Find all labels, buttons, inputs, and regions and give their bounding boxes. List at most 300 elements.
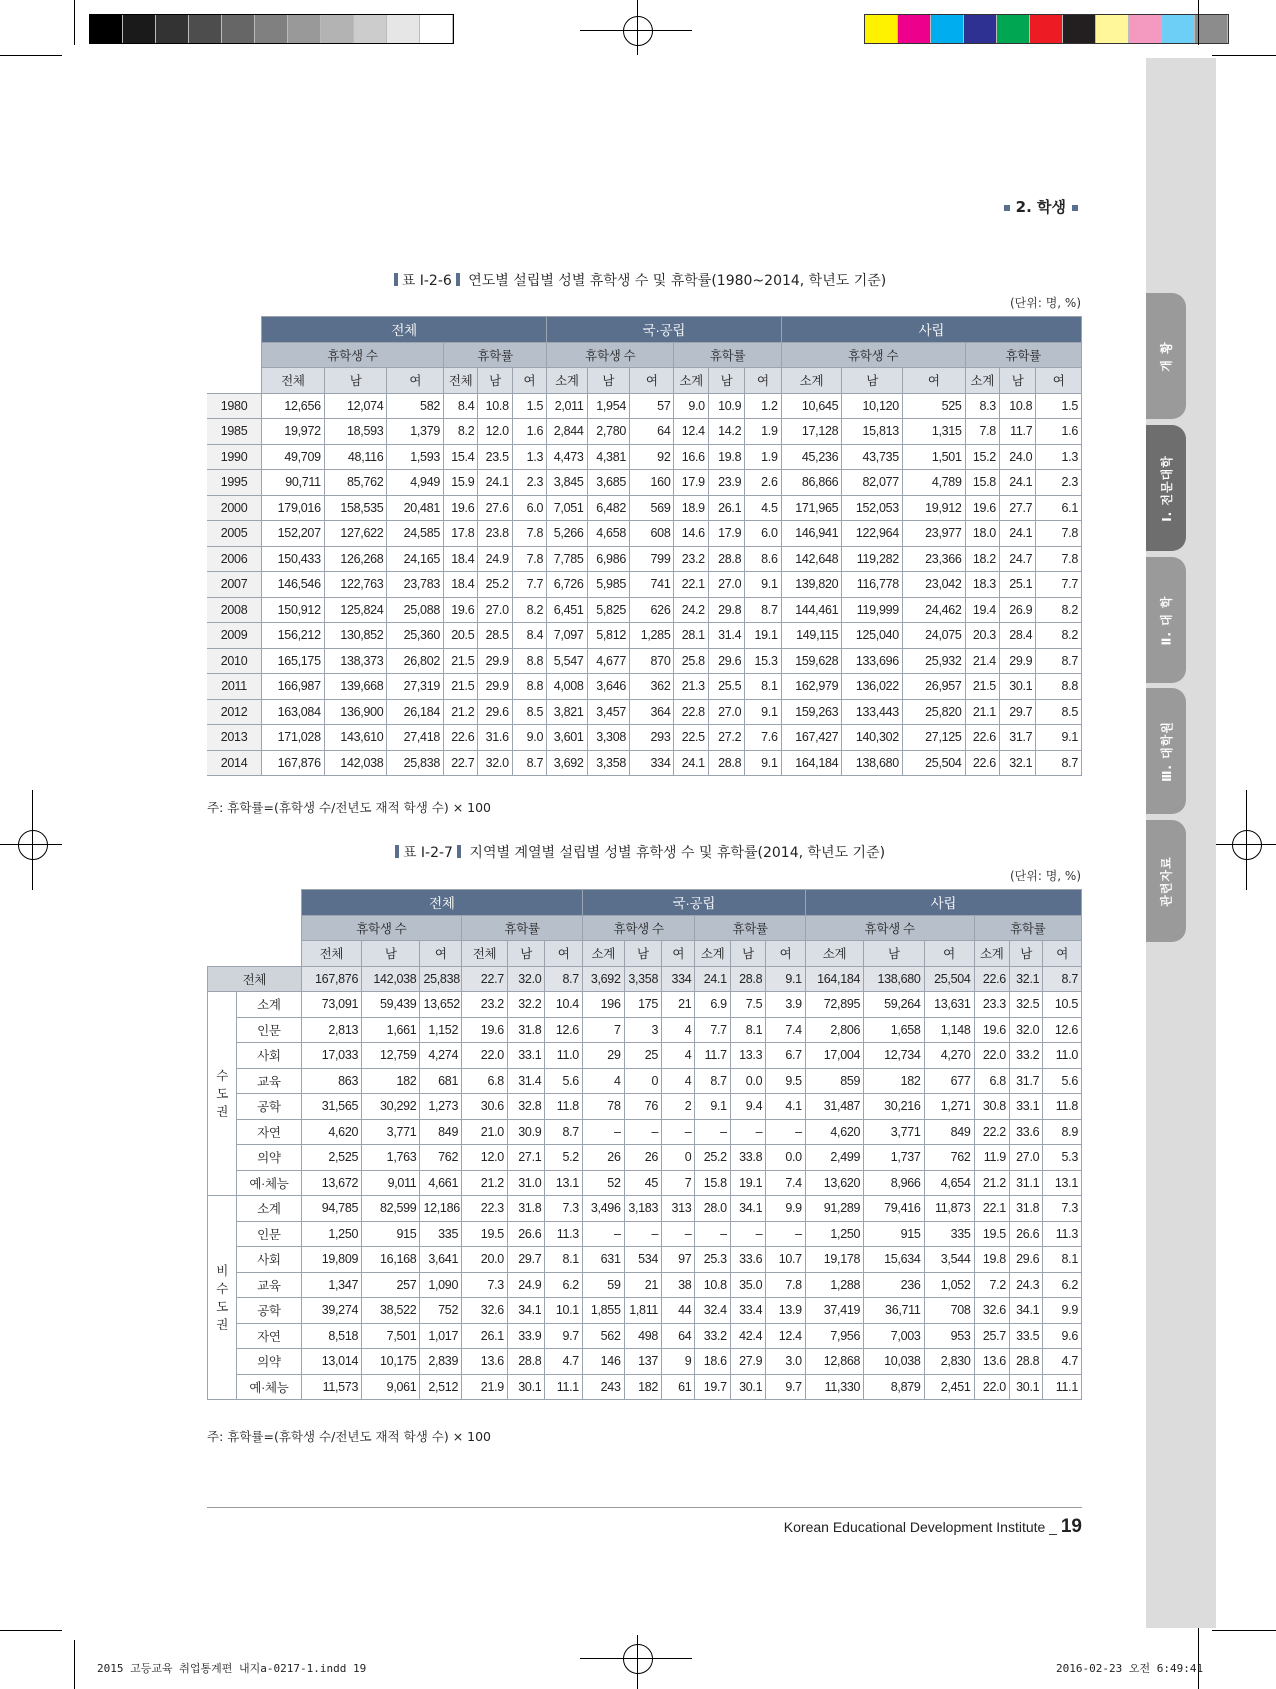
table-cell: 3,308: [587, 725, 629, 751]
table-cell: 2,525: [301, 1145, 361, 1171]
table-cell: 11.8: [1043, 1094, 1082, 1120]
table-cell: 31.6: [478, 725, 512, 751]
table-cell: 26.1: [462, 1323, 508, 1349]
table-cell: 7.3: [462, 1272, 508, 1298]
color-swatch: [898, 15, 931, 43]
table-cell: 33.9: [507, 1323, 544, 1349]
table-cell: 0: [662, 1145, 695, 1171]
table-cell: –: [730, 1119, 765, 1145]
table-cell: 1,152: [420, 1017, 462, 1043]
table-row: [208, 1119, 1082, 1145]
column-header: 여: [766, 941, 806, 967]
table1: [207, 316, 1082, 776]
table-cell: 1.6: [1036, 419, 1082, 445]
table-cell: 25: [624, 1043, 661, 1069]
column-header: 남: [708, 368, 744, 394]
table-cell: 22.7: [444, 750, 478, 776]
table-cell: 3,183: [624, 1196, 661, 1222]
table-cell: 2: [662, 1094, 695, 1120]
table-cell: 10,645: [781, 393, 842, 419]
group-header: 국·공립: [547, 317, 782, 343]
row-field: 교육: [237, 1272, 302, 1298]
table-cell: 2,830: [924, 1349, 974, 1375]
table-cell: 11.8: [545, 1094, 583, 1120]
row-label: 전체: [208, 966, 302, 992]
row-field: 의약: [237, 1349, 302, 1375]
table-cell: 92: [630, 444, 674, 470]
column-header: 여: [630, 368, 674, 394]
table-cell: 27.0: [708, 699, 744, 725]
table-cell: 33.4: [730, 1298, 765, 1324]
table-cell: 12.6: [1043, 1017, 1082, 1043]
table-cell: 608: [630, 521, 674, 547]
table-cell: 52: [582, 1170, 624, 1196]
table-cell: 23.2: [674, 546, 708, 572]
table-cell: 19.6: [444, 495, 478, 521]
table-cell: 31.8: [507, 1196, 544, 1222]
table-cell: 12.0: [478, 419, 512, 445]
registration-mark: [623, 16, 653, 46]
row-field: 자연: [237, 1323, 302, 1349]
column-header: 여: [924, 941, 974, 967]
column-header: 소계: [582, 941, 624, 967]
table-cell: 27.0: [478, 597, 512, 623]
side-tab-overview[interactable]: 개 황: [1146, 293, 1186, 419]
region-char: 수: [216, 1281, 228, 1296]
table-cell: 12.0: [462, 1145, 508, 1171]
table-cell: 6.8: [974, 1068, 1009, 1094]
table-cell: 91,289: [805, 1196, 863, 1222]
table-cell: 1,379: [387, 419, 444, 445]
table-cell: 166,987: [262, 674, 325, 700]
table-cell: 13,014: [301, 1349, 361, 1375]
table-cell: 6.0: [745, 521, 781, 547]
table-cell: –: [730, 1221, 765, 1247]
table-cell: 19.1: [745, 623, 781, 649]
table-cell: 163,084: [262, 699, 325, 725]
column-header: 여: [387, 368, 444, 394]
table-cell: 2,806: [805, 1017, 863, 1043]
table-cell: 859: [805, 1068, 863, 1094]
table-cell: 9.4: [730, 1094, 765, 1120]
table-cell: 4,274: [420, 1043, 462, 1069]
column-header: 남: [864, 941, 924, 967]
table-cell: 32.6: [974, 1298, 1009, 1324]
table-cell: 125,040: [842, 623, 903, 649]
table-cell: 9.1: [766, 966, 806, 992]
table-cell: 4,677: [587, 648, 629, 674]
side-tab-junior-college[interactable]: Ⅰ. 전문대학: [1146, 425, 1186, 551]
table-cell: 0.0: [766, 1145, 806, 1171]
table-cell: 21.3: [674, 674, 708, 700]
table-cell: 5.6: [545, 1068, 583, 1094]
table-cell: 150,433: [262, 546, 325, 572]
table-row: [207, 725, 1082, 751]
table-cell: 8.7: [695, 1068, 730, 1094]
table-cell: –: [766, 1119, 806, 1145]
table-cell: 8.2: [444, 419, 478, 445]
table-cell: 18.4: [444, 572, 478, 598]
table-cell: 12,868: [805, 1349, 863, 1375]
color-swatch: [387, 15, 420, 43]
table-cell: 9.9: [766, 1196, 806, 1222]
table-cell: 23.2: [462, 992, 508, 1018]
table-row: [207, 597, 1082, 623]
table-cell: 26.6: [507, 1221, 544, 1247]
table-cell: 23.3: [974, 992, 1009, 1018]
table-row-total: [208, 966, 1082, 992]
table-cell: 8.7: [545, 1119, 583, 1145]
table-cell: 61: [662, 1374, 695, 1400]
table-cell: 4,008: [547, 674, 587, 700]
table-cell: 1,347: [301, 1272, 361, 1298]
table-cell: 158,535: [324, 495, 387, 521]
table-cell: 12.4: [674, 419, 708, 445]
group-header: 전체: [301, 890, 582, 916]
table-cell: 31.7: [1009, 1068, 1042, 1094]
table-cell: 25.2: [478, 572, 512, 598]
table-cell: 10.1: [545, 1298, 583, 1324]
table-cell: 6,482: [587, 495, 629, 521]
table-cell: 5,812: [587, 623, 629, 649]
table-cell: 34.1: [1009, 1298, 1042, 1324]
row-year: 1990: [207, 444, 262, 470]
table-cell: 19.6: [462, 1017, 508, 1043]
table-cell: 4,473: [547, 444, 587, 470]
row-field: 예·체능: [237, 1374, 302, 1400]
table-cell: 167,876: [262, 750, 325, 776]
row-year: 1985: [207, 419, 262, 445]
table-cell: 34.1: [730, 1196, 765, 1222]
table-cell: 72,895: [805, 992, 863, 1018]
table-cell: 39,274: [301, 1298, 361, 1324]
table-cell: 28.8: [708, 750, 744, 776]
table-cell: 160: [630, 470, 674, 496]
table-cell: 25,838: [387, 750, 444, 776]
table-cell: 13,652: [420, 992, 462, 1018]
column-header: 여: [1036, 368, 1082, 394]
table-cell: 27,319: [387, 674, 444, 700]
table-cell: 8.1: [745, 674, 781, 700]
color-swatch: [997, 15, 1030, 43]
table-cell: 2,780: [587, 419, 629, 445]
sub-header: 휴학생 수: [781, 342, 965, 368]
column-header: 남: [624, 941, 661, 967]
table-cell: 2,844: [547, 419, 587, 445]
table-row: [208, 1043, 1082, 1069]
table-cell: 59,439: [362, 992, 420, 1018]
table-cell: 25,504: [924, 966, 974, 992]
table-cell: 22.5: [674, 725, 708, 751]
table-cell: 26: [582, 1145, 624, 1171]
table-cell: 73,091: [301, 992, 361, 1018]
table-cell: 143,610: [324, 725, 387, 751]
table-cell: 4: [582, 1068, 624, 1094]
table-cell: 10.7: [766, 1247, 806, 1273]
group-header: 국·공립: [582, 890, 805, 916]
region-label: [208, 1196, 237, 1400]
table-cell: 953: [924, 1323, 974, 1349]
table-cell: 8.8: [512, 648, 546, 674]
table-row: [207, 750, 1082, 776]
table-cell: 38,522: [362, 1298, 420, 1324]
column-header: 소계: [805, 941, 863, 967]
column-header: 전체: [301, 941, 361, 967]
table-cell: 165,175: [262, 648, 325, 674]
column-header: 여: [745, 368, 781, 394]
table-cell: 31.0: [507, 1170, 544, 1196]
table-cell: 13.6: [974, 1349, 1009, 1375]
table-cell: 30,292: [362, 1094, 420, 1120]
table-cell: 6.0: [512, 495, 546, 521]
table-row: [208, 1017, 1082, 1043]
table-cell: 3,821: [547, 699, 587, 725]
table-cell: 138,373: [324, 648, 387, 674]
table-cell: 32.1: [1009, 966, 1042, 992]
table-cell: 45: [624, 1170, 661, 1196]
table-row: [207, 495, 1082, 521]
table-cell: 23,783: [387, 572, 444, 598]
table-cell: 28.8: [730, 966, 765, 992]
table-cell: 7: [582, 1017, 624, 1043]
region-label: [208, 992, 237, 1196]
table-cell: 119,282: [842, 546, 903, 572]
table-cell: 8.8: [1036, 674, 1082, 700]
table-cell: 13.1: [545, 1170, 583, 1196]
table-row: [208, 1094, 1082, 1120]
table-cell: 22.0: [462, 1043, 508, 1069]
color-swatch: [1030, 15, 1063, 43]
column-header: 남: [1009, 941, 1042, 967]
table-cell: 28.5: [478, 623, 512, 649]
row-year: 2012: [207, 699, 262, 725]
table-cell: 196: [582, 992, 624, 1018]
table-cell: 1,090: [420, 1272, 462, 1298]
table-cell: 16.6: [674, 444, 708, 470]
table-cell: 17,004: [805, 1043, 863, 1069]
table-cell: 23.5: [478, 444, 512, 470]
table-cell: 10.4: [545, 992, 583, 1018]
table-cell: 94,785: [301, 1196, 361, 1222]
table-cell: 23,977: [902, 521, 965, 547]
table-cell: 32.8: [507, 1094, 544, 1120]
table-cell: 25.1: [999, 572, 1035, 598]
table-cell: 915: [864, 1221, 924, 1247]
table-row: [207, 623, 1082, 649]
table-cell: 49,709: [262, 444, 325, 470]
table-cell: 2,839: [420, 1349, 462, 1375]
table-cell: 23,366: [902, 546, 965, 572]
table-cell: 1.6: [512, 419, 546, 445]
table-cell: 27,418: [387, 725, 444, 751]
table-cell: 9.7: [766, 1374, 806, 1400]
table-row: [208, 1272, 1082, 1298]
table-cell: 863: [301, 1068, 361, 1094]
table-cell: 15.9: [444, 470, 478, 496]
table-cell: –: [624, 1119, 661, 1145]
table1-caption: 표 Ⅰ-2-6 연도별 설립별 성별 휴학생 수 및 휴학률(1980~2014, 학년도 기준): [0, 270, 1276, 290]
table-cell: 22.8: [674, 699, 708, 725]
column-header: 전체: [444, 368, 478, 394]
table-cell: 3,641: [420, 1247, 462, 1273]
table-cell: 5,985: [587, 572, 629, 598]
table-cell: –: [582, 1119, 624, 1145]
footer-rule: [207, 1507, 1082, 1508]
table-cell: 159,263: [781, 699, 842, 725]
table-cell: 133,696: [842, 648, 903, 674]
table-cell: 22.1: [974, 1196, 1009, 1222]
row-year: 2007: [207, 572, 262, 598]
table-cell: 64: [630, 419, 674, 445]
table-cell: 24.1: [674, 750, 708, 776]
table-cell: 1,017: [420, 1323, 462, 1349]
table-cell: 762: [924, 1145, 974, 1171]
column-header: 소계: [547, 368, 587, 394]
table-cell: 870: [630, 648, 674, 674]
table-cell: 4,661: [420, 1170, 462, 1196]
table-cell: 24.3: [1009, 1272, 1042, 1298]
row-year: 1995: [207, 470, 262, 496]
table-cell: 171,965: [781, 495, 842, 521]
table-row: [208, 1298, 1082, 1324]
table-cell: 7,097: [547, 623, 587, 649]
table-cell: 799: [630, 546, 674, 572]
table-cell: 139,668: [324, 674, 387, 700]
row-year: 2008: [207, 597, 262, 623]
table-cell: 525: [902, 393, 965, 419]
table-cell: 22.0: [974, 1043, 1009, 1069]
table-cell: 59: [582, 1272, 624, 1298]
region-char: 권: [216, 1317, 228, 1332]
table-cell: 8.5: [512, 699, 546, 725]
table-cell: 3,544: [924, 1247, 974, 1273]
table-cell: 136,900: [324, 699, 387, 725]
table-cell: 849: [924, 1119, 974, 1145]
table-cell: 8.4: [444, 393, 478, 419]
table-cell: 6.8: [462, 1068, 508, 1094]
table-cell: 15,813: [842, 419, 903, 445]
table-cell: 1.5: [1036, 393, 1082, 419]
table-cell: 26,802: [387, 648, 444, 674]
side-tab-university[interactable]: Ⅱ. 대 학: [1146, 557, 1186, 683]
table-cell: 22.6: [444, 725, 478, 751]
column-header: 소계: [781, 368, 842, 394]
table-cell: 19,912: [902, 495, 965, 521]
table-cell: 15.3: [745, 648, 781, 674]
table2-note: 주: 휴학률=(휴학생 수/전년도 재적 학생 수) × 100: [207, 1429, 491, 1444]
table-row: [207, 572, 1082, 598]
table-cell: 25,360: [387, 623, 444, 649]
table-cell: 8,879: [864, 1374, 924, 1400]
table-cell: 19.5: [462, 1221, 508, 1247]
side-tab-graduate-school[interactable]: Ⅲ. 대학원: [1146, 688, 1186, 814]
table-cell: 7,956: [805, 1323, 863, 1349]
table-cell: 22.6: [974, 966, 1009, 992]
table-cell: 8.5: [1036, 699, 1082, 725]
row-field: 소계: [237, 1196, 302, 1222]
table-cell: 139,820: [781, 572, 842, 598]
table-cell: 29: [582, 1043, 624, 1069]
table-cell: 27.7: [999, 495, 1035, 521]
section-title: 2. 학생: [998, 196, 1084, 217]
table-cell: –: [662, 1119, 695, 1145]
table-cell: 24,165: [387, 546, 444, 572]
table-cell: 10,175: [362, 1349, 420, 1375]
table-cell: 335: [420, 1221, 462, 1247]
table-cell: 162,979: [781, 674, 842, 700]
table-cell: 364: [630, 699, 674, 725]
column-header: 여: [545, 941, 583, 967]
table-cell: 22.7: [462, 966, 508, 992]
table-row: [208, 1247, 1082, 1273]
table-cell: 167,427: [781, 725, 842, 751]
table-cell: 85,762: [324, 470, 387, 496]
table-cell: 24.1: [999, 470, 1035, 496]
table-cell: 21.2: [974, 1170, 1009, 1196]
color-swatch: [1096, 15, 1129, 43]
table-cell: 334: [662, 966, 695, 992]
side-tab-related-data[interactable]: 관련자료: [1146, 820, 1186, 942]
table-cell: 5,825: [587, 597, 629, 623]
table-cell: 31,487: [805, 1094, 863, 1120]
table-cell: 4.7: [545, 1349, 583, 1375]
table-cell: 27.6: [478, 495, 512, 521]
table-cell: 171,028: [262, 725, 325, 751]
table-cell: 752: [420, 1298, 462, 1324]
column-header: 남: [587, 368, 629, 394]
table-cell: 29.7: [507, 1247, 544, 1273]
table-cell: 34.1: [507, 1298, 544, 1324]
table-cell: 1,250: [805, 1221, 863, 1247]
table-cell: 3,601: [547, 725, 587, 751]
table-cell: 10.9: [708, 393, 744, 419]
table-cell: 7.8: [512, 521, 546, 547]
table-cell: 64: [662, 1323, 695, 1349]
table-cell: 1,501: [902, 444, 965, 470]
table-cell: 25.8: [674, 648, 708, 674]
row-year: 2000: [207, 495, 262, 521]
table-cell: 8.1: [545, 1247, 583, 1273]
table-cell: 146: [582, 1349, 624, 1375]
table-cell: 10,120: [842, 393, 903, 419]
row-field: 의약: [237, 1145, 302, 1171]
table-cell: 22.2: [974, 1119, 1009, 1145]
table-cell: 6,726: [547, 572, 587, 598]
table-cell: 78: [582, 1094, 624, 1120]
table-cell: 182: [624, 1374, 661, 1400]
bullet-square-icon: [1004, 205, 1010, 211]
table-cell: 498: [624, 1323, 661, 1349]
table-cell: 2,451: [924, 1374, 974, 1400]
table-cell: 13.3: [730, 1043, 765, 1069]
row-field: 인문: [237, 1017, 302, 1043]
table-cell: 11.1: [1043, 1374, 1082, 1400]
table-cell: 22.0: [974, 1374, 1009, 1400]
print-slug-timestamp: 2016-02-23 오전 6:49:41: [1056, 1662, 1204, 1675]
table-cell: 5.2: [545, 1145, 583, 1171]
table-cell: 3: [624, 1017, 661, 1043]
table-cell: 28.8: [1009, 1349, 1042, 1375]
crop-mark: [1212, 1630, 1276, 1631]
table-cell: 1,763: [362, 1145, 420, 1171]
table-cell: 4.1: [766, 1094, 806, 1120]
table-cell: 7.7: [1036, 572, 1082, 598]
table-cell: 21: [662, 992, 695, 1018]
table-corner: [208, 890, 302, 967]
table-cell: 257: [362, 1272, 420, 1298]
table-cell: 30.8: [974, 1094, 1009, 1120]
row-year: 2011: [207, 674, 262, 700]
